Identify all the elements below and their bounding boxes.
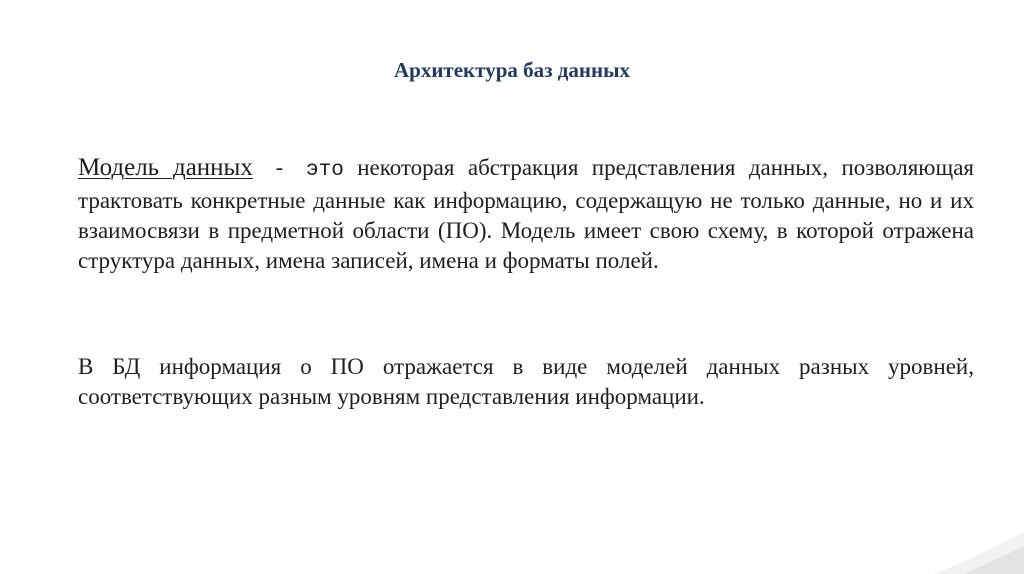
db-levels-paragraph: В БД информация о ПО отражается в виде моделей данных разных уровней, соответствующих разным уровням представления информации. — [78, 354, 974, 409]
definition-body: некоторая абстракция представления данных, позволяющая трактовать конкретные данные как информацию, содержащую не только данные, но и их взаимосвязи в предметной области (ПО). Модель имеет свою схему, в которой отражена структура данных, имена записей, имена и форматы полей. — [78, 155, 974, 273]
term-copula: это — [305, 159, 344, 182]
corner-swoosh-graphic — [914, 524, 1024, 574]
term-dash: - — [252, 159, 306, 182]
term-data-model: Модель данных — [78, 154, 253, 181]
corner-decoration — [914, 524, 1024, 574]
slide-title: Архитектура баз данных — [393, 58, 631, 82]
definition-paragraph — [78, 153, 974, 276]
